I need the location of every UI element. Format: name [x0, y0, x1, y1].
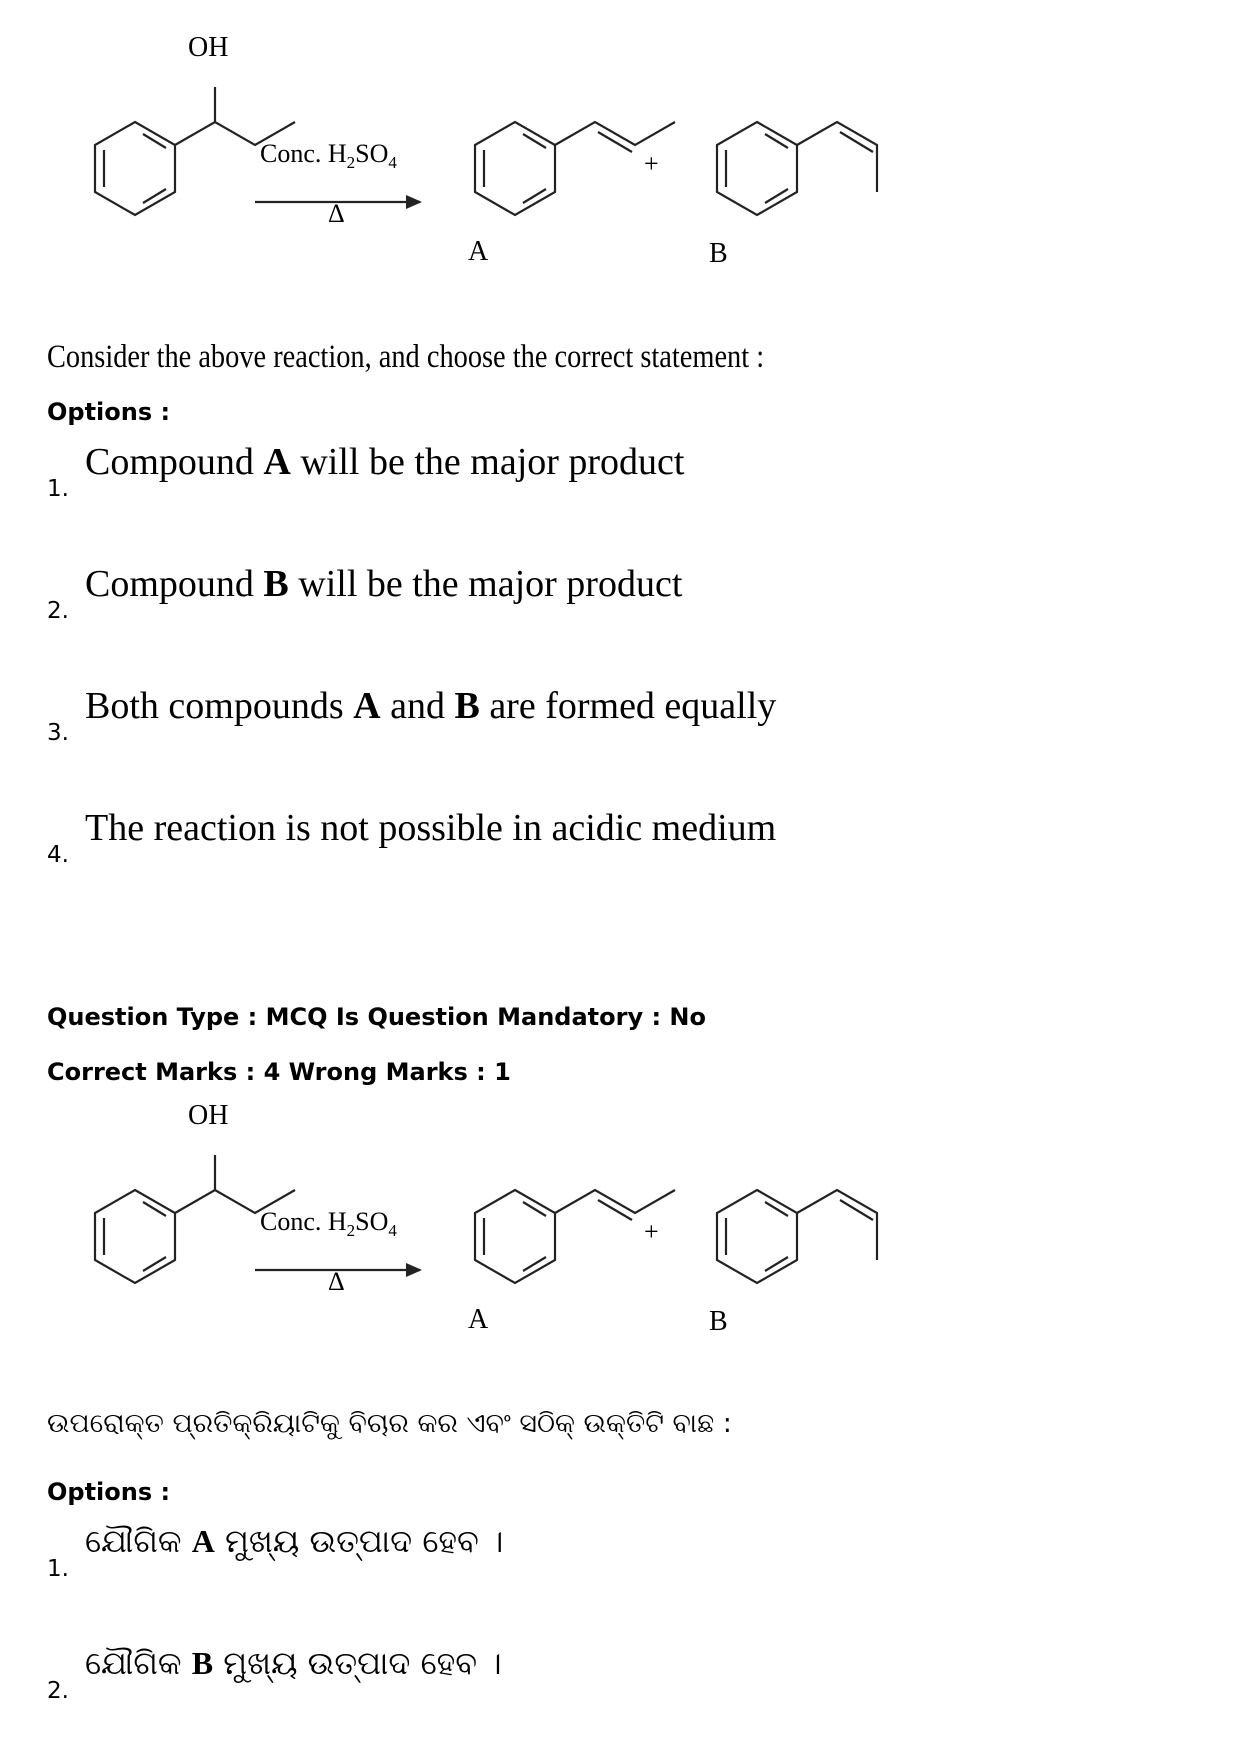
option-text: ଯୌଗିକ A ମୁଖ୍ୟ ଉତ୍ପାଦ ହେବ ।: [85, 1522, 504, 1560]
reaction-diagram: [40, 22, 960, 292]
product-b-benzene-ring: [717, 122, 797, 215]
marks-line: Correct Marks : 4 Wrong Marks : 1: [47, 1058, 511, 1086]
option-text: Both compounds A and B are formed equally: [85, 685, 777, 727]
reaction-scheme-odia: [40, 1090, 960, 1360]
product-a-benzene-ring: [475, 1190, 555, 1283]
product-b-label: B: [709, 1306, 728, 1337]
hydroxyl-label: OH: [188, 1100, 229, 1131]
option-text: Compound A will be the major product: [85, 441, 685, 483]
option-number: 3.: [47, 720, 69, 746]
arrow-head: [406, 1263, 422, 1277]
option-number: 2.: [47, 598, 69, 624]
reagent-label: Conc. $H_2SO_4$: [260, 139, 397, 172]
question-type-line: Question Type : MCQ Is Question Mandatory : No: [47, 1003, 706, 1031]
plus-sign: +: [644, 149, 659, 178]
reaction-scheme-english: [40, 22, 960, 292]
plus-sign: +: [644, 1217, 659, 1246]
option-number: 4.: [47, 842, 69, 868]
product-b-cis-chain: [797, 1190, 877, 1260]
product-b-benzene-ring: [717, 1190, 797, 1283]
options-label-odia: Options :: [47, 1478, 171, 1506]
hydroxyl-label: OH: [188, 32, 229, 63]
product-a-benzene-ring: [475, 122, 555, 215]
options-label-english: Options :: [47, 398, 171, 426]
product-b-cis-chain: [797, 122, 877, 192]
reactant-benzene-ring: [95, 1190, 175, 1283]
reaction-diagram: [40, 1090, 960, 1360]
option-text: Compound B will be the major product: [85, 563, 683, 605]
heat-label: Δ: [328, 1267, 345, 1296]
reactant-benzene-ring: [95, 122, 175, 215]
question-text-odia: ଉପରୋକ୍ତ ପ୍ରତିକ୍ରିୟାଟିକୁ ବିଚାର କର ଏବଂ ସଠିକ୍ ଉକ୍ତିଟି ବାଛ :: [47, 1408, 732, 1439]
arrow-head: [406, 195, 422, 209]
option-text: ଯୌଗିକ B ମୁଖ୍ୟ ଉତ୍ପାଦ ହେବ ।: [85, 1644, 502, 1682]
question-text-english: Consider the above reaction, and choose the correct statement :: [47, 339, 765, 375]
product-a-label: A: [468, 1304, 489, 1335]
heat-label: Δ: [328, 199, 345, 228]
product-b-label: B: [709, 238, 728, 269]
option-number: 1.: [47, 476, 69, 502]
option-text: The reaction is not possible in acidic medium: [85, 807, 777, 849]
product-a-label: A: [468, 236, 489, 267]
reagent-label: Conc. $H_2SO_4$: [260, 1207, 397, 1240]
option-number: 2.: [47, 1678, 69, 1704]
option-number: 1.: [47, 1556, 69, 1582]
